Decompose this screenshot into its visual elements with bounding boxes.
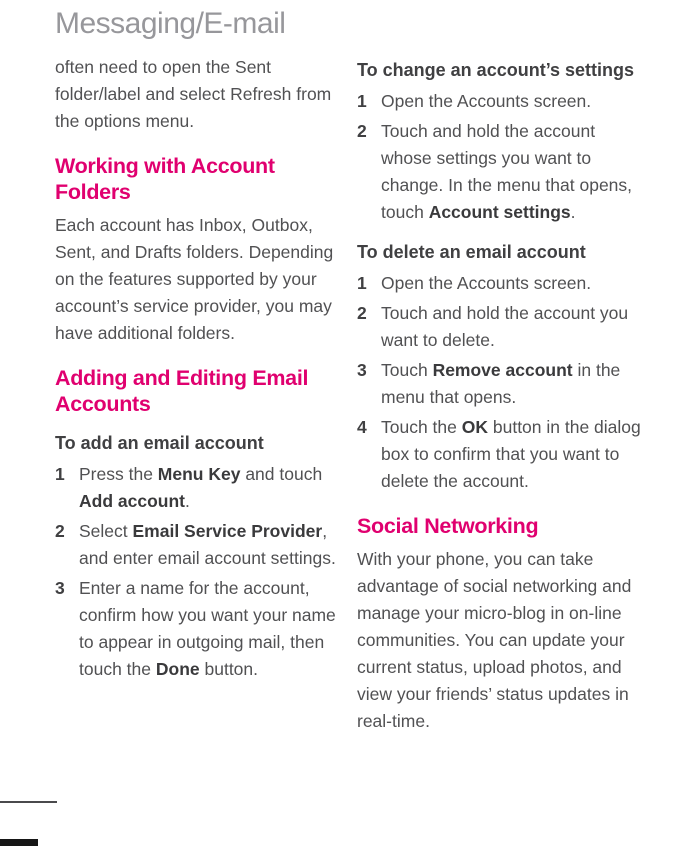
list-item [357,88,649,115]
list-item-text [381,88,649,115]
list-item-number: 1 [357,91,367,111]
list-item-text [79,575,337,683]
text-segment: Touch [381,360,433,380]
text-segment: Touch and hold the account whose settings you want to change. In the menu that opens, touch [381,121,633,222]
text-segment: and touch [240,464,323,484]
list-item-number: 2 [55,521,65,541]
list-item-number: 2 [357,121,367,141]
list-item-number: 2 [357,303,367,323]
list-item-text [381,118,649,226]
text-segment-bold: Menu Key [157,464,241,484]
two-column-layout [55,54,684,739]
list-item-number: 1 [357,273,367,293]
text-segment: . [184,491,190,511]
text-segment: Open the Accounts screen. [381,273,592,293]
footer-rule [0,801,57,803]
text-segment: Press the [79,464,158,484]
list-item [357,357,649,411]
text-segment: in the menu that opens. [381,360,621,407]
list-item-text [381,414,649,495]
list-item [55,575,337,683]
text-segment-bold: Remove account [432,360,573,380]
section-heading-working-with-account-folders: Working with Account Folders [55,154,275,204]
section-heading-adding-and-editing-email-accounts: Adding and Editing Email Accounts [55,366,309,416]
text-segment: Touch and hold the account you want to delete. [381,303,629,350]
text-segment-bold: Add account [79,491,185,511]
text-segment: button in the dialog box to confirm that you want to delete the account. [381,417,641,491]
list-item [55,461,337,515]
intro-paragraph: often need to open the Sent folder/label and select Refresh from the options menu. [55,57,332,131]
list-item [357,270,649,297]
text-segment: Open the Accounts screen. [381,91,592,111]
text-segment-bold: Done [155,659,200,679]
working-folders-paragraph: Each account has Inbox, Outbox, Sent, and Drafts folders. Depending on the features supported by your account’s service provider, you may have additional folders. [55,215,334,343]
text-segment-bold: Account settings [428,202,571,222]
left-column [55,54,337,739]
list-item-number: 3 [357,360,367,380]
list-item-text [79,461,337,515]
subheading-to-add-an-email-account: To add an email account [55,433,264,453]
social-networking-paragraph: With your phone, you can take advantage of social networking and manage your micro-blog in on-line communities. You can update your current status, upload photos, and view your friends’ status updates in real-time. [357,549,632,731]
subheading-to-delete-an-email-account: To delete an email account [357,242,586,262]
text-segment: button. [199,659,259,679]
text-segment: . [570,202,576,222]
text-segment: Touch the [381,417,462,437]
right-column [357,54,649,739]
list-item [55,518,337,572]
text-segment: , and enter email account settings. [79,521,336,568]
text-segment: Enter a name for the account, confirm how you want your name to appear in outgoing mail, then touch the [79,578,336,679]
list-item-text [381,357,649,411]
text-segment: Select [79,521,133,541]
list-item [357,118,649,226]
list-item-number: 1 [55,464,65,484]
page-edge-marker [0,839,38,846]
subheading-to-change-an-accounts-settings: To change an account’s settings [357,60,635,80]
text-segment-bold: OK [461,417,488,437]
list-item-number: 4 [357,417,367,437]
page-title: Messaging/E-mail [55,7,286,40]
list-item-text [79,518,337,572]
list-item [357,300,649,354]
list-item [357,414,649,495]
list-item-text [381,300,649,354]
section-heading-social-networking: Social Networking [357,514,539,538]
list-item-number: 3 [55,578,65,598]
text-segment-bold: Email Service Provider [132,521,323,541]
list-item-text [381,270,649,297]
